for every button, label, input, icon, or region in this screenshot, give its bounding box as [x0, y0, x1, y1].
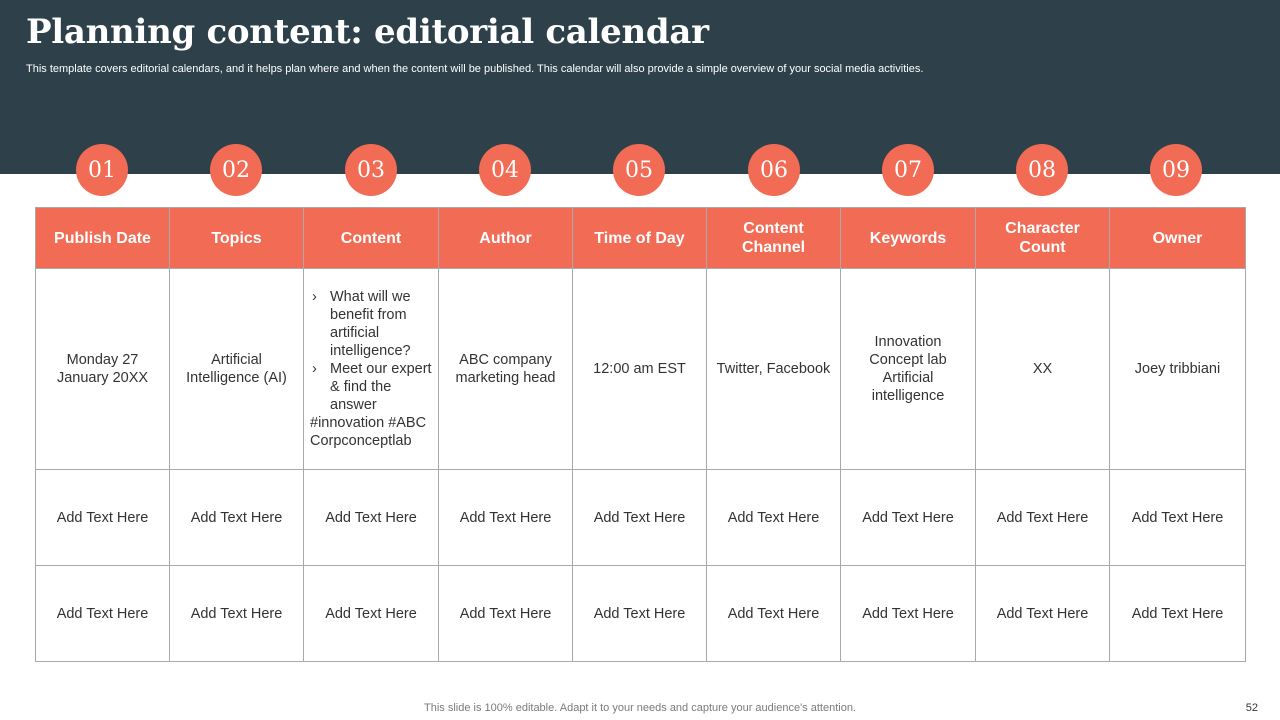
- number-badge: 09: [1150, 144, 1202, 196]
- header-owner: Owner: [1110, 208, 1246, 269]
- placeholder-cell: Add Text Here: [573, 470, 707, 566]
- content-bullet-text: What will we benefit from artificial intelligence?: [330, 289, 411, 359]
- content-bullet: [310, 360, 432, 414]
- placeholder-cell: Add Text Here: [304, 566, 439, 662]
- placeholder-cell: Add Text Here: [841, 470, 976, 566]
- cell-character-count: XX: [976, 269, 1110, 470]
- editorial-calendar-table: [35, 207, 1246, 662]
- placeholder-cell: Add Text Here: [707, 566, 841, 662]
- placeholder-cell: Add Text Here: [976, 566, 1110, 662]
- placeholder-cell: Add Text Here: [170, 470, 304, 566]
- content-bullet-text: Meet our expert & find the answer: [330, 361, 432, 413]
- chevron-right-icon: ›: [312, 361, 317, 377]
- number-badge: 08: [1016, 144, 1068, 196]
- placeholder-cell: Add Text Here: [1110, 566, 1246, 662]
- table-row: [36, 566, 1246, 662]
- header-topics: Topics: [170, 208, 304, 269]
- content-bullet-list: [310, 288, 432, 414]
- table-row: [36, 269, 1246, 470]
- placeholder-cell: Add Text Here: [573, 566, 707, 662]
- number-badge: 06: [748, 144, 800, 196]
- content-bullet: [310, 288, 432, 360]
- header-author: Author: [439, 208, 573, 269]
- header-time-of-day: Time of Day: [573, 208, 707, 269]
- cell-content-channel: Twitter, Facebook: [707, 269, 841, 470]
- number-badge: 07: [882, 144, 934, 196]
- placeholder-cell: Add Text Here: [1110, 470, 1246, 566]
- chevron-right-icon: ›: [312, 289, 317, 305]
- slide-title: Planning content: editorial calendar: [26, 12, 709, 52]
- cell-time-of-day: 12:00 am EST: [573, 269, 707, 470]
- placeholder-cell: Add Text Here: [170, 566, 304, 662]
- slide-subtitle: This template covers editorial calendars, and it helps plan where and when the content will be published. This calendar will also provide a simple overview of your social media activities.: [26, 63, 924, 75]
- placeholder-cell: Add Text Here: [36, 470, 170, 566]
- placeholder-cell: Add Text Here: [439, 470, 573, 566]
- number-badge: 02: [210, 144, 262, 196]
- number-badge: 05: [613, 144, 665, 196]
- number-badge: 01: [76, 144, 128, 196]
- content-hashtags: #innovation #ABCCorpconceptlab: [310, 415, 427, 449]
- number-badge: 03: [345, 144, 397, 196]
- cell-publish-date: Monday 27 January 20XX: [36, 269, 170, 470]
- header-character-count: Character Count: [976, 208, 1110, 269]
- placeholder-cell: Add Text Here: [707, 470, 841, 566]
- header-publish-date: Publish Date: [36, 208, 170, 269]
- placeholder-cell: Add Text Here: [439, 566, 573, 662]
- cell-topics: Artificial Intelligence (AI): [170, 269, 304, 470]
- table-header-row: [36, 208, 1246, 269]
- cell-owner: Joey tribbiani: [1110, 269, 1246, 470]
- page-number: 52: [1245, 702, 1258, 714]
- placeholder-cell: Add Text Here: [841, 566, 976, 662]
- number-badge: 04: [479, 144, 531, 196]
- placeholder-cell: Add Text Here: [976, 470, 1110, 566]
- table-row: [36, 470, 1246, 566]
- cell-content: [304, 269, 439, 470]
- column-number-badges: [35, 144, 1245, 198]
- placeholder-cell: Add Text Here: [36, 566, 170, 662]
- cell-author: ABC company marketing head: [439, 269, 573, 470]
- header-content: Content: [304, 208, 439, 269]
- footer-note: This slide is 100% editable. Adapt it to your needs and capture your audience's attention.: [424, 702, 856, 714]
- cell-keywords: Innovation Concept lab Artificial intelligence: [841, 269, 976, 470]
- header-content-channel: Content Channel: [707, 208, 841, 269]
- placeholder-cell: Add Text Here: [304, 470, 439, 566]
- header-keywords: Keywords: [841, 208, 976, 269]
